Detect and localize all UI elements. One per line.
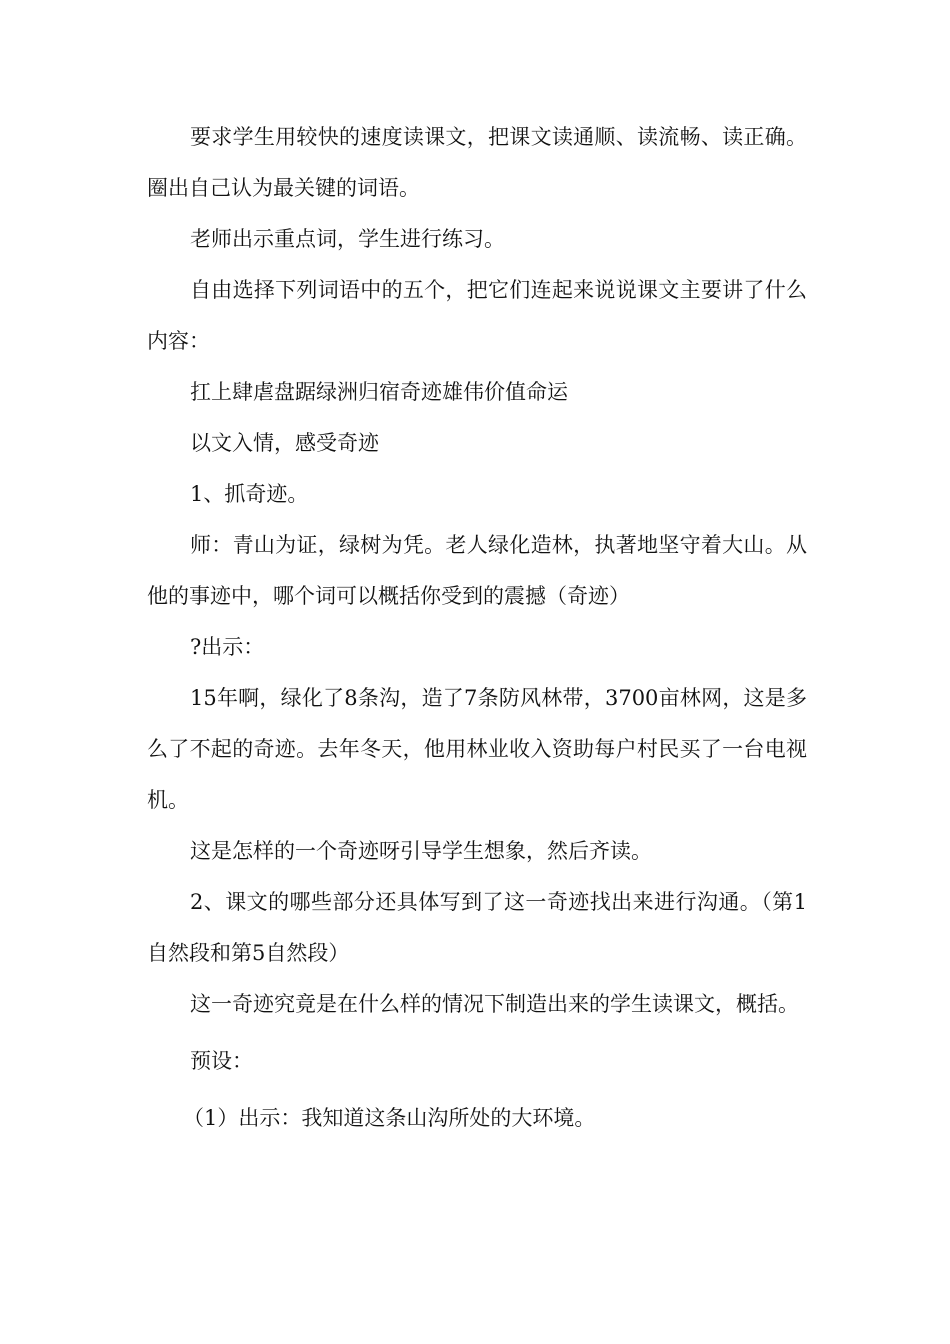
paragraph-section-heading: 以文入情，感受奇迹 bbox=[190, 431, 379, 455]
paragraph-preset-label: 预设： bbox=[190, 1049, 253, 1073]
paragraph-teacher-keywords: 老师出示重点词，学生进行练习。 bbox=[190, 227, 505, 251]
paragraph-summarize: 这一奇迹究竟是在什么样的情况下制造出来的学生读课文，概括。 bbox=[190, 992, 799, 1016]
paragraph-imagine-read: 这是怎样的一个奇迹呀引导学生想象，然后齐读。 bbox=[190, 839, 652, 863]
paragraph-preset-item-1: （1）出示：我知道这条山沟所处的大环境。 bbox=[183, 1106, 596, 1130]
paragraph-step-1: 1、抓奇迹。 bbox=[190, 482, 309, 506]
paragraph-choose-words: 自由选择下列词语中的五个，把它们连起来说说课文主要讲了什么内容： bbox=[147, 278, 807, 353]
paragraph-reading-instruction: 要求学生用较快的速度读课文，把课文读通顺、读流畅、读正确。圈出自己认为最关键的词语。 bbox=[147, 125, 807, 200]
paragraph-show-label: ?出示： bbox=[190, 635, 265, 659]
paragraph-word-list: 扛上肆虐盘踞绿洲归宿奇迹雄伟价值命运 bbox=[190, 380, 568, 404]
paragraph-step-2: 2、课文的哪些部分还具体写到了这一奇迹找出来进行沟通。（第1自然段和第5自然段） bbox=[147, 890, 807, 965]
document-body bbox=[147, 112, 807, 1144]
paragraph-achievement-text: 15年啊，绿化了8条沟，造了7条防风林带，3700亩林网，这是多么了不起的奇迹。去年冬天，他用林业收入资助每户村民买了一台电视机。 bbox=[147, 686, 807, 812]
paragraph-teacher-quote: 师：青山为证，绿树为凭。老人绿化造林，执著地坚守着大山。从他的事迹中，哪个词可以概括你受到的震撼（奇迹） bbox=[147, 533, 807, 608]
